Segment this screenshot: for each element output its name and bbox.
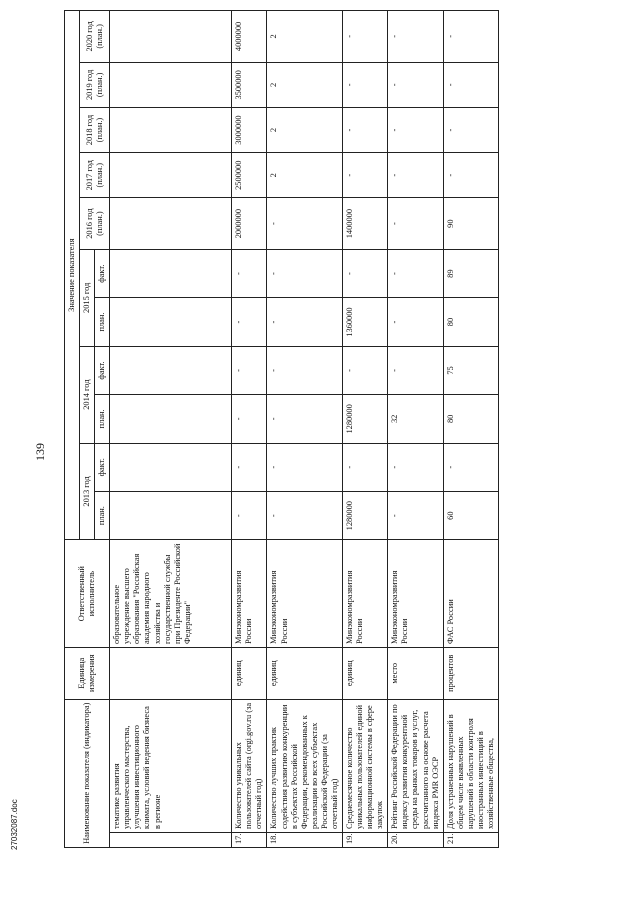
value-cell: 60 <box>443 491 498 539</box>
value-cell: - <box>232 346 267 394</box>
header-plan: план. <box>95 491 110 539</box>
value-cell: - <box>388 107 443 152</box>
value-cell: 2 <box>267 153 343 198</box>
header-fact: факт. <box>95 346 110 394</box>
indicator-unit: единиц <box>343 647 388 699</box>
indicator-responsible: Минэкономразвития России <box>267 540 343 648</box>
value-cell: 1280000 <box>343 395 388 443</box>
row-number: 19. <box>343 832 388 847</box>
row-number <box>110 832 232 847</box>
indicator-name: тематике развития управленческого мастерства, улучшения инвестиционного климата, условий ведения бизнеса в регионе <box>110 699 232 832</box>
indicator-responsible: Минэкономразвития России <box>343 540 388 648</box>
value-cell: - <box>267 395 343 443</box>
value-cell <box>110 11 232 63</box>
value-cell: - <box>343 443 388 491</box>
indicator-unit: единиц <box>267 647 343 699</box>
indicator-name: Доля устраненных нарушений в общем числе выявленных нарушений в области контроля иностранных инвестиций в хозяйственные общества, <box>443 699 498 832</box>
value-cell: - <box>267 443 343 491</box>
value-cell: - <box>343 11 388 63</box>
indicator-unit: место <box>388 647 443 699</box>
value-cell: - <box>232 395 267 443</box>
row-number: 21. <box>443 832 498 847</box>
value-cell: 2500000 <box>232 153 267 198</box>
value-cell <box>110 198 232 250</box>
header-value-group: Значение показателя <box>65 11 80 540</box>
indicator-responsible: образовательное учреждение высшего образования "Российская академия народного хозяйства и государственной службы при Президенте Российской Федерации" <box>110 540 232 648</box>
row-number: 18. <box>267 832 343 847</box>
value-cell: 1400000 <box>343 198 388 250</box>
indicator-name: Рейтинг Российской Федерации по индексу развития конкурентной среды на рынках товаров и услуг, рассчитанного на основе расчета индекса PMR ОЭСР <box>388 699 443 832</box>
value-cell: - <box>232 249 267 297</box>
value-cell: 80 <box>443 395 498 443</box>
value-cell: 32 <box>388 395 443 443</box>
table-row <box>388 11 443 848</box>
indicator-responsible: ФАС России <box>443 540 498 648</box>
value-cell: - <box>267 346 343 394</box>
value-cell <box>110 443 232 491</box>
value-cell: 3000000 <box>232 107 267 152</box>
value-cell: 89 <box>443 249 498 297</box>
header-plan: план. <box>95 395 110 443</box>
value-cell <box>110 107 232 152</box>
value-cell: - <box>267 298 343 346</box>
indicator-responsible: Минэкономразвития России <box>232 540 267 648</box>
value-cell: - <box>388 153 443 198</box>
value-cell: - <box>443 443 498 491</box>
value-cell: - <box>443 11 498 63</box>
header-2020: 2020 год (план.) <box>80 11 110 63</box>
header-2018: 2018 год (план.) <box>80 107 110 152</box>
header-name: Наименование показателя (индикатора) <box>65 699 110 847</box>
value-cell: - <box>388 11 443 63</box>
value-cell: - <box>343 346 388 394</box>
value-cell: 1360000 <box>343 298 388 346</box>
header-2014: 2014 год <box>80 346 95 443</box>
value-cell <box>110 249 232 297</box>
header-2016: 2016 год (план.) <box>80 198 110 250</box>
header-2015: 2015 год <box>80 249 95 346</box>
indicator-unit: единиц <box>232 647 267 699</box>
indicator-table-page <box>64 10 544 848</box>
value-cell: 3500000 <box>232 62 267 107</box>
indicator-name: Количество лучших практик содействия развитию конкуренции в субъектах Российской Федерации, рекомендованных к реализации во всех субъектах Российской Федерации (за отчетный год) <box>267 699 343 832</box>
row-number: 17. <box>232 832 267 847</box>
value-cell: - <box>443 107 498 152</box>
value-cell: 2000000 <box>232 198 267 250</box>
value-cell <box>110 153 232 198</box>
indicator-name: Среднемесячное количество уникальных пользователей единой информационной системы в сфере закупок <box>343 699 388 832</box>
value-cell: - <box>443 62 498 107</box>
value-cell: - <box>267 198 343 250</box>
value-cell: 4000000 <box>232 11 267 63</box>
header-fact: факт. <box>95 443 110 491</box>
value-cell: - <box>343 107 388 152</box>
header-2019: 2019 год (план.) <box>80 62 110 107</box>
table-row <box>110 11 232 848</box>
value-cell: - <box>388 62 443 107</box>
indicator-table <box>64 10 499 848</box>
header-2017: 2017 год (план.) <box>80 153 110 198</box>
value-cell: - <box>343 249 388 297</box>
value-cell: 75 <box>443 346 498 394</box>
value-cell <box>110 346 232 394</box>
value-cell: 2 <box>267 62 343 107</box>
header-2013: 2013 год <box>80 443 95 540</box>
table-row <box>267 11 343 848</box>
value-cell: - <box>267 491 343 539</box>
value-cell: - <box>388 346 443 394</box>
value-cell: - <box>343 62 388 107</box>
page-number: 139 <box>33 443 47 461</box>
value-cell: - <box>388 491 443 539</box>
value-cell: 90 <box>443 198 498 250</box>
value-cell: - <box>267 249 343 297</box>
header-unit: Единица измерения <box>65 647 110 699</box>
value-cell: 80 <box>443 298 498 346</box>
value-cell: - <box>232 491 267 539</box>
value-cell <box>110 491 232 539</box>
row-number: 20. <box>388 832 443 847</box>
value-cell: 2 <box>267 11 343 63</box>
value-cell: - <box>388 198 443 250</box>
value-cell: - <box>388 443 443 491</box>
value-cell: - <box>388 298 443 346</box>
indicator-unit <box>110 647 232 699</box>
header-responsible: Ответственный исполнитель <box>65 540 110 648</box>
indicator-unit: процентов <box>443 647 498 699</box>
value-cell: 2 <box>267 107 343 152</box>
value-cell <box>110 395 232 443</box>
header-fact: факт. <box>95 249 110 297</box>
indicator-name: Количество уникальных пользователей сайта (orgi.gov.ru (за отчетный год) <box>232 699 267 832</box>
indicator-responsible: Минэкономразвития России <box>388 540 443 648</box>
value-cell: - <box>343 153 388 198</box>
value-cell: 1280000 <box>343 491 388 539</box>
document-footer: 27032087.doc <box>10 799 19 850</box>
value-cell: - <box>443 153 498 198</box>
table-row <box>232 11 267 848</box>
value-cell: - <box>232 298 267 346</box>
value-cell: - <box>232 443 267 491</box>
value-cell: - <box>388 249 443 297</box>
value-cell <box>110 298 232 346</box>
table-row <box>443 11 498 848</box>
value-cell <box>110 62 232 107</box>
header-plan: план. <box>95 298 110 346</box>
table-row <box>343 11 388 848</box>
